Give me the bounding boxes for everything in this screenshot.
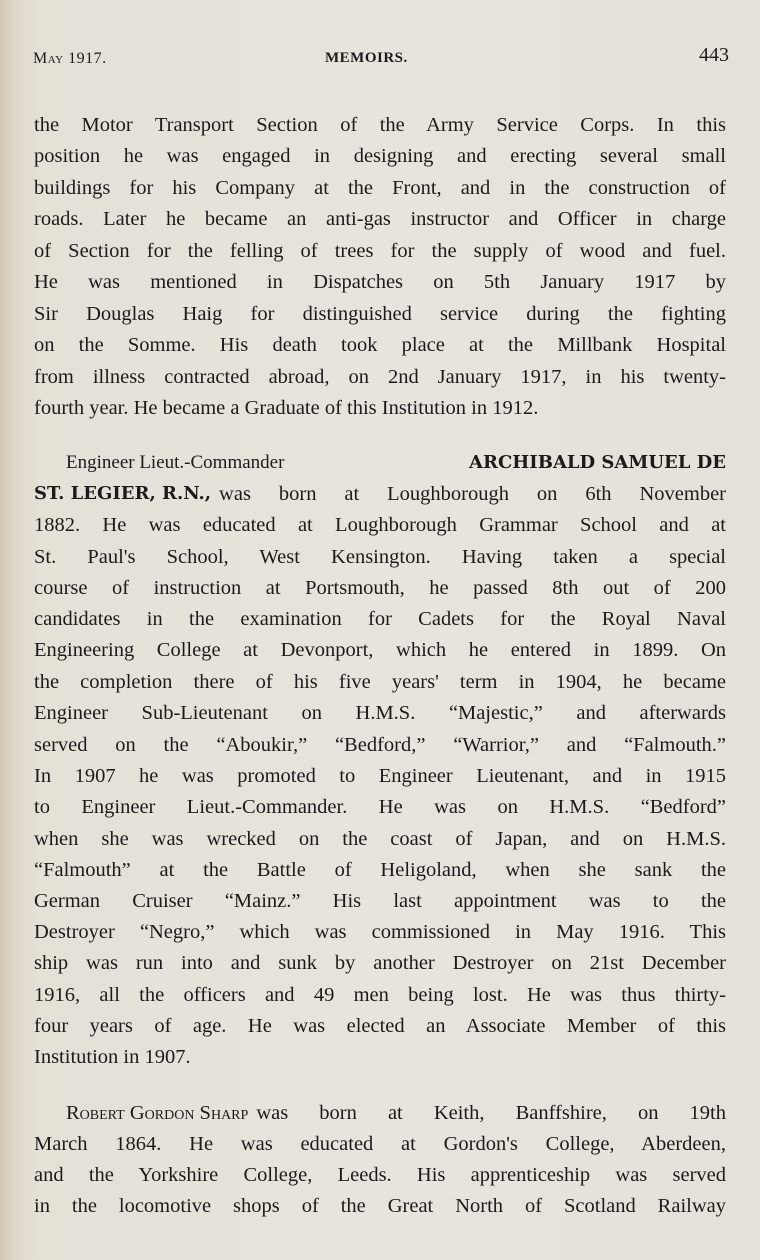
- text-line: served on the “Aboukir,” “Bedford,” “Warrior,” and “Falmouth.”: [34, 734, 726, 756]
- text-line: Engineering College at Devonport, which he entered in 1899. On: [34, 639, 726, 661]
- text-line: the Motor Transport Section of the Army Service Corps. In this: [34, 114, 726, 136]
- text-line: of Section for the felling of trees for the supply of wood and fuel.: [34, 240, 726, 262]
- text-line: to Engineer Lieut.-Commander. He was on H.M.S. “Bedford”: [34, 796, 726, 818]
- text-line: from illness contracted abroad, on 2nd January 1917, in his twenty-: [34, 366, 726, 388]
- memoir-name-continued: ST. LEGIER, R.N.,: [34, 483, 212, 504]
- text-line: 1882. He was educated at Loughborough Grammar School and at: [34, 514, 726, 536]
- text-line: March 1864. He was educated at Gordon's College, Aberdeen,: [34, 1133, 726, 1155]
- text-line: candidates in the examination for Cadets for the Royal Naval: [34, 608, 726, 630]
- text-line: 1916, all the officers and 49 men being lost. He was thus thirty-: [34, 984, 726, 1006]
- text-span: was born at Loughborough on 6th November: [219, 483, 726, 505]
- rank-text: Engineer Lieut.-Commander: [66, 452, 285, 473]
- text-line: and the Yorkshire College, Leeds. His apprenticeship was served: [34, 1164, 726, 1186]
- text-line: Destroyer “Negro,” which was commissioned in May 1916. This: [34, 921, 726, 943]
- text-line: buildings for his Company at the Front, and in the construction of: [34, 177, 726, 199]
- text-line: “Falmouth” at the Battle of Heligoland, when she sank the: [34, 859, 726, 881]
- page-number: 443: [699, 44, 729, 66]
- memoir-name: ARCHIBALD SAMUEL DE: [469, 452, 726, 473]
- text-line: Institution in 1907.: [34, 1046, 191, 1068]
- memoir-name: Robert Gordon Sharp: [66, 1102, 249, 1124]
- memoir-heading-line: [66, 1100, 726, 1126]
- text-span: was born at Keith, Banffshire, on 19th: [256, 1102, 726, 1124]
- text-line: ship was run into and sunk by another Destroyer on 21st December: [34, 952, 726, 974]
- text-line: St. Paul's School, West Kensington. Having taken a special: [34, 546, 726, 568]
- text-line: roads. Later he became an anti-gas instructor and Officer in charge: [34, 208, 726, 230]
- text-line: in the locomotive shops of the Great North of Scotland Railway: [34, 1195, 726, 1217]
- text-line: Sir Douglas Haig for distinguished service during the fighting: [34, 303, 726, 325]
- running-head: [33, 44, 729, 72]
- running-head-section: MEMOIRS.: [325, 50, 408, 66]
- text-line: fourth year. He became a Graduate of this Institution in 1912.: [34, 397, 539, 419]
- text-line: the completion there of his five years' term in 1904, he became: [34, 671, 726, 693]
- running-head-date: May 1917.: [33, 50, 107, 67]
- text-line: Engineer Sub-Lieutenant on H.M.S. “Majestic,” and afterwards: [34, 702, 726, 724]
- text-line: He was mentioned in Dispatches on 5th January 1917 by: [34, 271, 726, 293]
- text-line: German Cruiser “Mainz.” His last appointment was to the: [34, 890, 726, 912]
- text-line: when she was wrecked on the coast of Japan, and on H.M.S.: [34, 828, 726, 850]
- text-line: In 1907 he was promoted to Engineer Lieutenant, and in 1915: [34, 765, 726, 787]
- memoir-heading-line: [66, 450, 726, 476]
- text-line: course of instruction at Portsmouth, he passed 8th out of 200: [34, 577, 726, 599]
- text-line: [34, 481, 726, 507]
- text-line: position he was engaged in designing and erecting several small: [34, 145, 726, 167]
- text-line: on the Somme. His death took place at the Millbank Hospital: [34, 334, 726, 356]
- text-line: four years of age. He was elected an Associate Member of this: [34, 1015, 726, 1037]
